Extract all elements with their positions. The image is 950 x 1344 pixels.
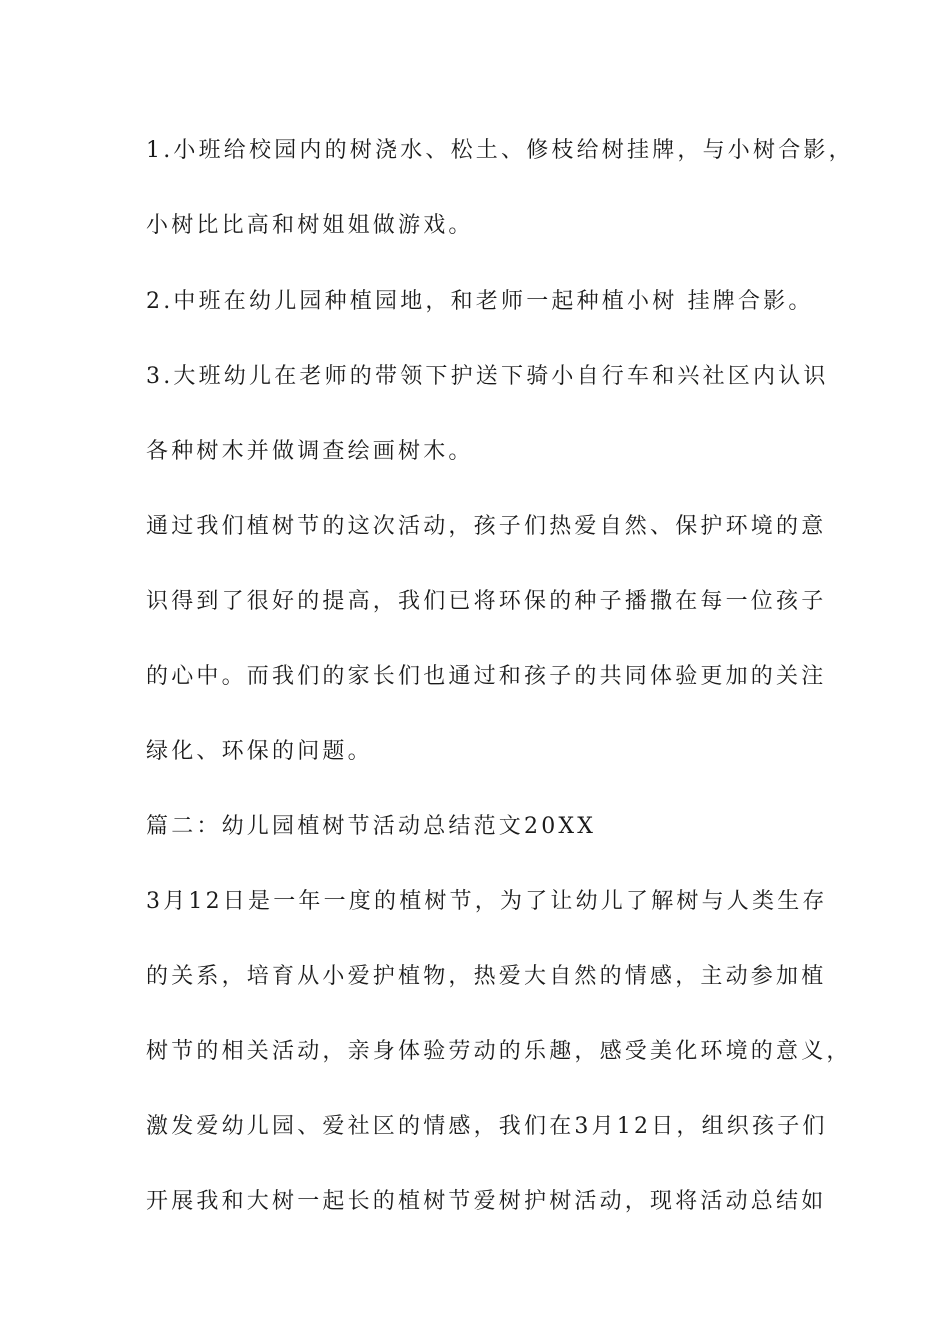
paragraph-line: 小树比比高和树姐姐做游戏。 — [146, 213, 474, 238]
paragraph-line: 1.小班给校园内的树浇水、松土、修枝给树挂牌，与小树合影， — [146, 138, 854, 163]
paragraph-line: 各种树木并做调查绘画树木。 — [146, 439, 474, 464]
paragraph-line: 识得到了很好的提高，我们已将环保的种子播撒在每一位孩子 — [146, 589, 827, 614]
paragraph-line: 3.大班幼儿在老师的带领下护送下骑小自行车和兴社区内认识 — [146, 364, 829, 389]
paragraph-line: 绿化、环保的问题。 — [146, 739, 373, 764]
paragraph-line: 开展我和大树一起长的植树节爱树护树活动，现将活动总结如 — [146, 1189, 827, 1214]
paragraph-line: 3月12日是一年一度的植树节，为了让幼儿了解树与人类生存 — [146, 889, 828, 914]
paragraph-line: 的心中。而我们的家长们也通过和孩子的共同体验更加的关注 — [146, 664, 827, 689]
paragraph-line: 树节的相关活动，亲身体验劳动的乐趣，感受美化环境的意义， — [146, 1039, 852, 1064]
paragraph-line: 激发爱幼儿园、爱社区的情感，我们在3月12日，组织孩子们 — [146, 1114, 828, 1139]
section-heading: 篇二：幼儿园植树节活动总结范文20XX — [146, 814, 597, 839]
paragraph-line: 2.中班在幼儿园种植园地，和老师一起种植小树 挂牌合影。 — [146, 289, 814, 314]
paragraph-line: 通过我们植树节的这次活动，孩子们热爱自然、保护环境的意 — [146, 514, 827, 539]
paragraph-line: 的关系，培育从小爱护植物，热爱大自然的情感，主动参加植 — [146, 964, 827, 989]
